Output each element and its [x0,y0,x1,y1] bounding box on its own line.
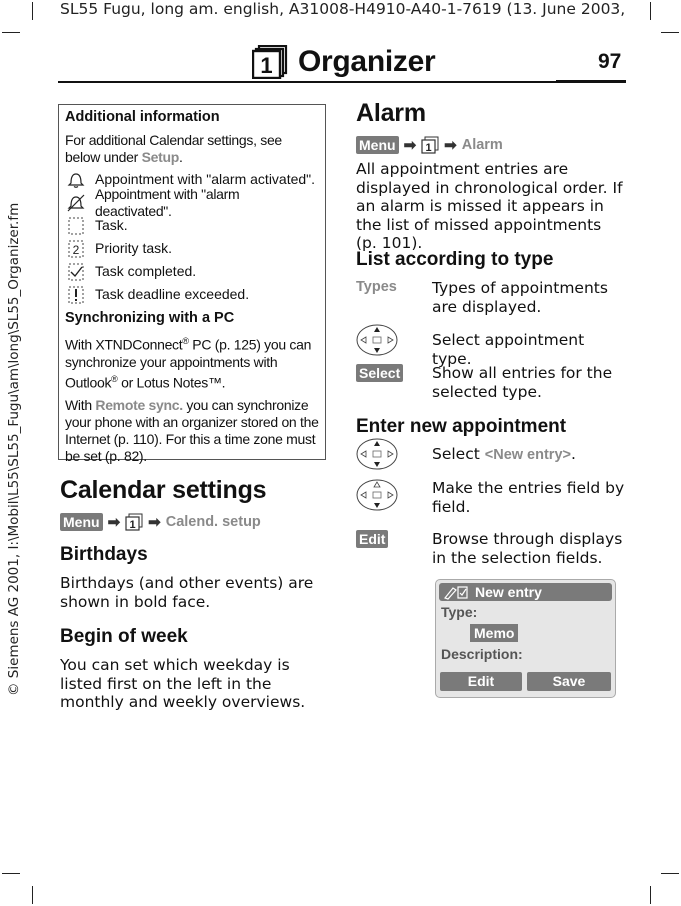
crop-mark [32,886,33,904]
menu-key[interactable]: Menu [60,513,103,531]
crop-mark [650,886,651,904]
select-type-text: Select appointment type. [432,331,585,368]
svg-text:2: 2 [72,242,80,257]
new-entry-option[interactable]: <New entry> [484,447,571,463]
crop-mark [2,873,20,874]
birthdays-text: Birthdays (and other events) are shown in bold face. [60,574,314,611]
chapter-header [252,44,435,80]
arrow-right-icon: ➡ [444,137,457,154]
calend-setup-menu-item[interactable]: Calend. setup [165,514,261,530]
edit-pencil-icon [443,584,471,600]
organizer-tab-icon [125,513,143,531]
calendar-settings-title: Calendar settings [60,476,267,504]
softkey-edit[interactable]: Edit [440,672,522,691]
begin-of-week-heading: Begin of week [60,626,188,647]
edit-text: Browse through displays in the selection fields. [432,530,623,567]
arrow-right-icon: ➡ [148,514,161,531]
list-type-heading: List according to type [356,249,554,270]
select-key[interactable]: Select [356,364,403,382]
crop-mark [650,2,651,20]
description-label: Description: [441,646,523,662]
info-intro: For additional Calendar settings, see below under Setup. [65,132,282,165]
task-completed-icon [65,263,87,281]
organizer-tab-icon [421,136,439,154]
entries-text: Make the entries field by field. [432,479,625,516]
chapter-title: Organizer [298,45,436,78]
alarm-title: Alarm [356,99,426,127]
deadline-exceeded-icon [65,286,87,304]
types-key[interactable]: Types [356,279,397,295]
task-icon [65,217,87,235]
select-text: Show all entries for the selected type. [432,364,613,401]
side-copyright: © Siemens AG 2001, I:\Mobil\L55\SL55_Fugu\am\long\SL55_Organizer.fm [6,202,22,696]
remote-sync-link[interactable]: Remote sync. [95,397,183,414]
crop-mark [2,32,20,33]
select-new-entry-text: Select <New entry>. [432,445,576,463]
setup-link[interactable]: Setup [141,149,179,165]
alarm-on-icon [65,171,87,189]
nav-joystick-icon [356,324,398,356]
icon-row-deadline: Task deadline exceeded. [65,283,319,306]
screen-title: New entry [475,584,542,600]
svg-text:1: 1 [129,519,136,531]
page-number-rule [556,80,626,83]
icon-row-priority: 2 Priority task. [65,237,319,260]
new-appointment-heading: Enter new appointment [356,416,567,437]
calendar-nav-path [60,513,261,531]
additional-info-box [58,104,326,465]
arrow-right-icon: ➡ [403,137,417,154]
phone-screen [435,579,616,698]
crop-mark [661,873,679,874]
alarm-off-icon [65,194,87,212]
icon-row-completed: Task completed. [65,260,319,283]
nav-joystick-icon [356,479,398,511]
sync-heading: Synchronizing with a PC [65,310,235,326]
nav-joystick-icon [356,438,398,470]
edit-key[interactable]: Edit [356,530,388,548]
running-header: SL55 Fugu, long am. english, A31008-H4910-A40-1-7619 (13. June 2003, [60,0,626,18]
arrow-right-icon: ➡ [107,514,121,531]
priority-task-icon [65,240,87,258]
type-label: Type: [441,604,478,620]
icon-row-alarm-off: Appointment with "alarm deactivated". [65,191,319,214]
sync-paragraph-2: With Remote sync. you can synchronize your phone with an organizer stored on the Internet (p. 110). For this a time zone must be set (p. 82). [65,397,319,465]
organizer-tab-icon [252,45,288,79]
screen-title-bar [439,583,612,601]
alarm-menu-item[interactable]: Alarm [461,137,503,153]
info-heading: Additional information [65,109,220,125]
begin-of-week-text: You can set which weekday is listed first on the left in the monthly and weekly overviews. [60,656,306,711]
crop-mark [32,2,33,20]
type-value[interactable]: Memo [470,624,518,642]
birthdays-heading: Birthdays [60,544,148,565]
icon-row-alarm-on: Appointment with "alarm activated". [65,168,319,191]
softkey-save[interactable]: Save [527,672,611,691]
crop-mark [661,32,679,33]
sync-paragraph-1: With XTNDConnect® PC (p. 125) you can synchronize your appointments with Outlook® or Lotus Notes™. [65,336,312,391]
menu-key[interactable]: Menu [356,136,399,154]
alarm-text: All appointment entries are displayed in chronological order. If an alarm is missed it appears in the list of missed appointments (p. 101). [356,160,623,252]
page-number: 97 [598,50,622,73]
alarm-nav-path [356,136,503,154]
svg-text:1: 1 [425,142,432,154]
icon-row-task: Task. [65,214,319,237]
header-rule [58,81,626,83]
types-text: Types of appointments are displayed. [432,279,608,316]
svg-text:1: 1 [260,53,273,78]
